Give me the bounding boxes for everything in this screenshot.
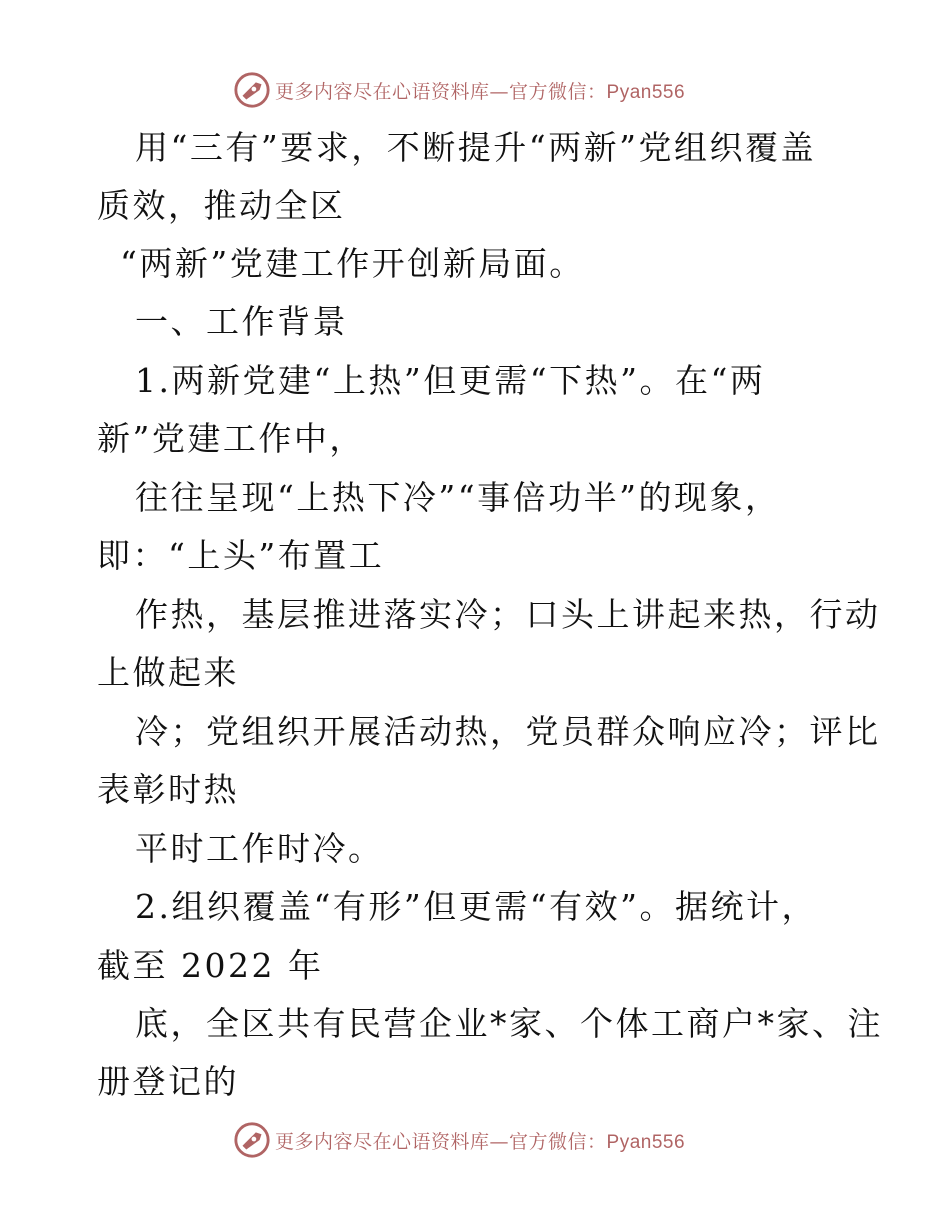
text-line: “两新”党建工作开创新局面。 (120, 244, 585, 283)
text-line: 作热，基层推进落实冷；口头上讲起来热，行动 (135, 595, 881, 634)
text-line: 截至 2022 年 (97, 946, 324, 985)
footer-banner (233, 1120, 685, 1160)
wechat-id: Pyan556 (606, 81, 686, 103)
pen-nib-icon (233, 71, 271, 109)
text-line: 即：“上头”布置工 (97, 536, 385, 575)
wechat-id: Pyan556 (606, 1131, 686, 1153)
text-line: 冷；党组织开展活动热，党员群众响应冷；评比 (135, 712, 881, 751)
text-line: 1.两新党建“上热”但更需“下热”。在“两 (135, 361, 766, 400)
text-line: 册登记的 (97, 1062, 239, 1101)
section-heading: 一、工作背景 (135, 302, 348, 341)
text-line: 新”党建工作中， (97, 419, 365, 458)
text-line: 2.组织覆盖“有形”但更需“有效”。据统计， (135, 887, 817, 926)
pen-nib-icon (233, 1121, 271, 1159)
text-line: 平时工作时冷。 (135, 829, 384, 868)
text-line: 用“三有”要求，不断提升“两新”党组织覆盖 (135, 128, 816, 167)
banner-text: 更多内容尽在心语资料库—官方微信： (275, 1130, 607, 1153)
text-line: 表彰时热 (97, 770, 239, 809)
text-line: 往往呈现“上热下冷”“事倍功半”的现象， (135, 478, 781, 517)
text-line: 质效，推动全区 (97, 186, 346, 225)
text-line: 上做起来 (97, 653, 239, 692)
header-banner (233, 70, 685, 110)
text-line: 底，全区共有民营企业*家、个体工商户*家、注 (135, 1004, 883, 1043)
banner-text: 更多内容尽在心语资料库—官方微信： (275, 80, 607, 103)
